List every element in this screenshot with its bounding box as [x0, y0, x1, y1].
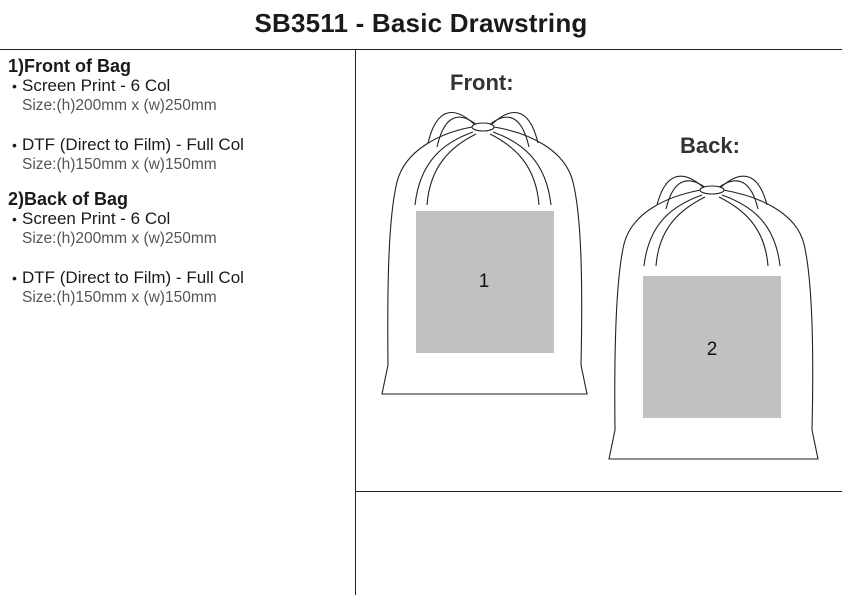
bullet-icon: •: [12, 78, 17, 94]
print-size: Size:(h)200mm x (w)250mm: [22, 97, 217, 114]
bullet-icon: •: [12, 270, 17, 286]
front-print-number: 1: [478, 271, 490, 292]
back-view-label: Back:: [680, 133, 740, 158]
print-method: DTF (Direct to Film) - Full Col: [22, 135, 244, 154]
print-size: Size:(h)150mm x (w)150mm: [22, 289, 217, 306]
bullet-icon: •: [12, 137, 17, 153]
front-view-label: Front:: [450, 70, 514, 95]
print-method: Screen Print - 6 Col: [22, 209, 171, 228]
page-title: SB3511 - Basic Drawstring: [254, 8, 588, 38]
drawstring-knot: [700, 186, 724, 194]
bullet-icon: •: [12, 211, 17, 227]
drawstring-knot: [472, 123, 494, 131]
print-size: Size:(h)150mm x (w)150mm: [22, 156, 217, 173]
back-print-number: 2: [706, 339, 718, 360]
print-method: DTF (Direct to Film) - Full Col: [22, 268, 244, 287]
section-heading: 1)Front of Bag: [8, 56, 131, 76]
print-method: Screen Print - 6 Col: [22, 76, 171, 95]
section-heading: 2)Back of Bag: [8, 189, 129, 209]
print-size: Size:(h)200mm x (w)250mm: [22, 230, 217, 247]
